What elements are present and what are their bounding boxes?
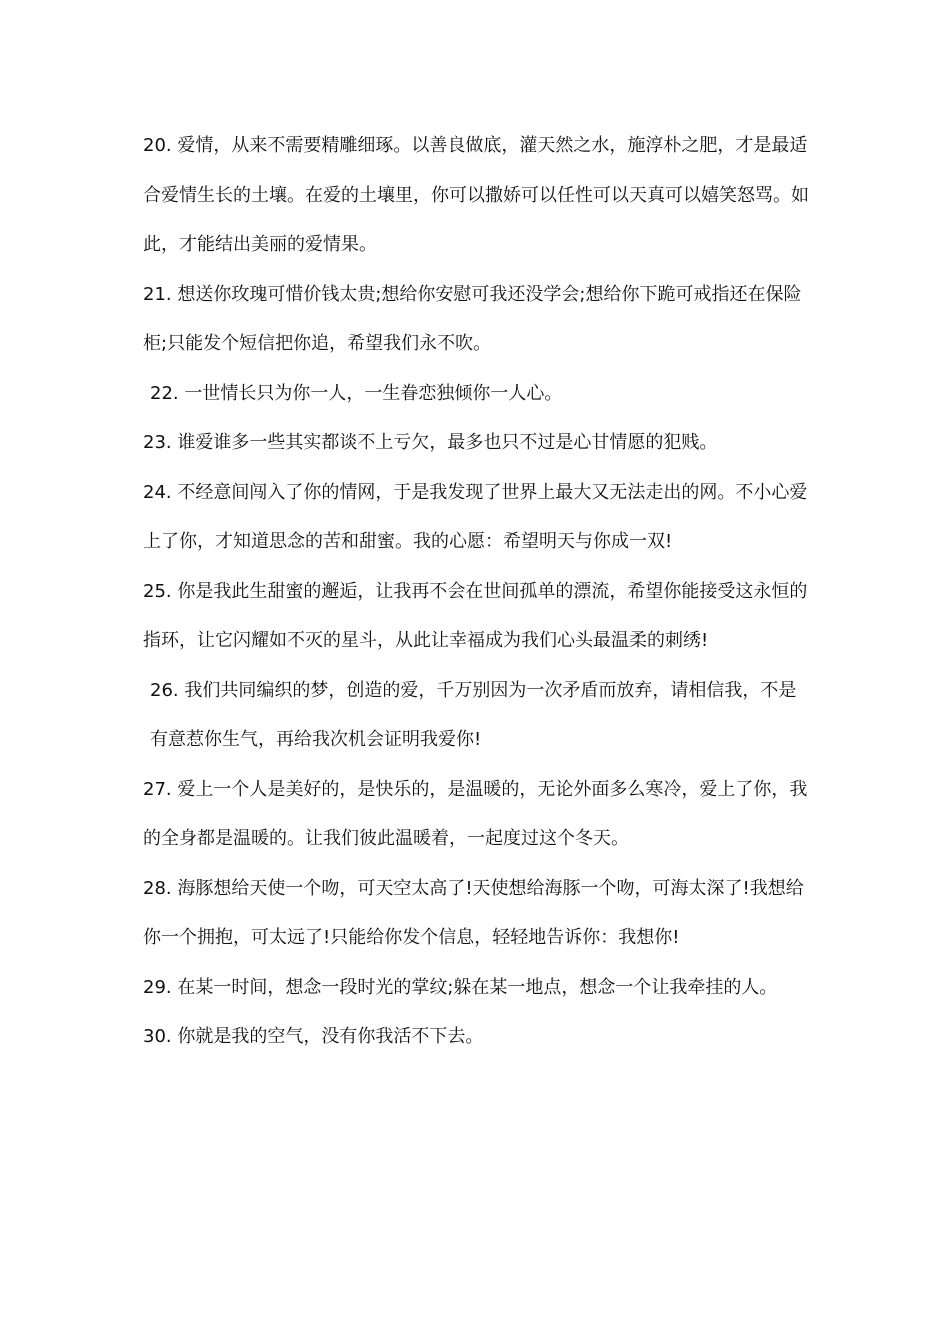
document-body <box>143 121 813 1062</box>
paragraph-29: 29. 在某一时间，想念一段时光的掌纹;躲在某一地点，想念一个让我牵挂的人。 <box>143 976 778 998</box>
paragraph-27: 27. 爱上一个人是美好的，是快乐的，是温暖的，无论外面多么寒冷，爱上了你，我的全身都是温暖的。让我们彼此温暖着，一起度过这个冬天。 <box>143 778 808 849</box>
paragraph-21: 21. 想送你玫瑰可惜价钱太贵;想给你安慰可我还没学会;想给你下跪可戒指还在保险柜;只能发个短信把你追，希望我们永不吹。 <box>143 283 802 354</box>
paragraph-24: 24. 不经意间闯入了你的情网，于是我发现了世界上最大又无法走出的网。不小心爱上了你，才知道思念的苦和甜蜜。我的心愿：希望明天与你成一双! <box>143 481 808 552</box>
paragraph-22: 22. 一世情长只为你一人，一生眷恋独倾你一人心。 <box>150 382 563 404</box>
paragraph-28: 28. 海豚想给天使一个吻，可天空太高了!天使想给海豚一个吻，可海太深了!我想给你一个拥抱，可太远了!只能给你发个信息，轻轻地告诉你：我想你! <box>143 877 804 948</box>
paragraph-30: 30. 你就是我的空气，没有你我活不下去。 <box>143 1026 484 1047</box>
paragraph-20: 20. 爱情，从来不需要精雕细琢。以善良做底，灌天然之水，施淳朴之肥，才是最适合爱情生长的土壤。在爱的土壤里，你可以撒娇可以任性可以天真可以嬉笑怒骂。如此，才能结出美丽的爱情果。 <box>143 135 809 255</box>
paragraph-23: 23. 谁爱谁多一些其实都谈不上亏欠，最多也只不过是心甘情愿的犯贱。 <box>143 432 718 453</box>
paragraph-26: 26. 我们共同编织的梦，创造的爱，千万别因为一次矛盾而放弃，请相信我，不是有意惹你生气，再给我次机会证明我爱你! <box>150 679 797 750</box>
paragraph-25: 25. 你是我此生甜蜜的邂逅，让我再不会在世间孤单的漂流，希望你能接受这永恒的指环，让它闪耀如不灭的星斗，从此让幸福成为我们心头最温柔的刺绣! <box>143 580 808 651</box>
